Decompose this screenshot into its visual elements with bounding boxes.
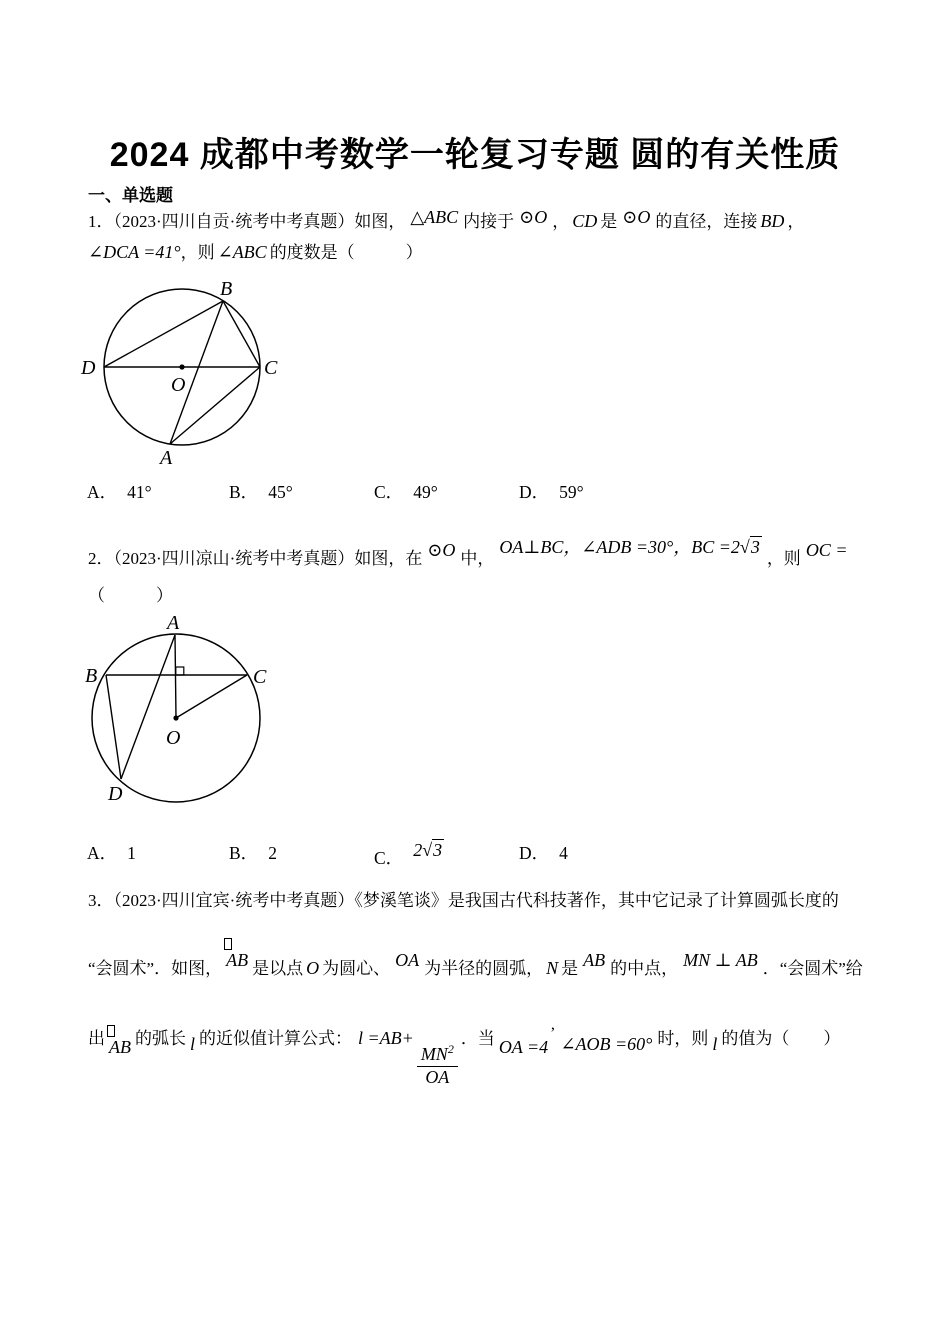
option-key: C． <box>374 482 404 502</box>
math-ab: AB <box>109 1037 131 1057</box>
math-triangle-abc: △ABC <box>410 207 459 227</box>
option-a <box>87 479 152 504</box>
math-ab: AB <box>226 950 249 970</box>
q3-text-line-1 <box>88 889 839 913</box>
right-angle-mark <box>176 667 184 675</box>
vertex-label-a: A <box>160 447 173 469</box>
q3-text-line-3 <box>88 1022 840 1087</box>
math-bd: BD <box>760 211 785 231</box>
vertex-label-b: B <box>220 281 233 300</box>
math-circle-o: ⊙O <box>427 540 456 560</box>
arc-ab <box>226 948 248 973</box>
question-text: 的直径，连接 <box>655 212 758 231</box>
math-mn-perp-ab: MN ⊥ AB <box>683 950 758 970</box>
q1-text-line-1 <box>88 205 804 234</box>
q1-diagram <box>80 281 330 481</box>
question-text: ．“会圆术”给 <box>762 959 863 978</box>
question-text: 的值为（ ） <box>721 1029 841 1048</box>
chord-bc <box>223 301 260 367</box>
vertex-label-a: A <box>167 612 180 634</box>
center-dot <box>173 715 178 720</box>
option-b <box>229 840 277 865</box>
question-text: 的近似值计算公式： <box>199 1029 353 1048</box>
math-cd: CD <box>572 211 598 231</box>
question-text: 是 <box>600 212 618 231</box>
q2-text-line-2 <box>88 584 173 608</box>
question-text: ， <box>787 212 805 231</box>
math-oa: OA <box>395 950 420 970</box>
vertex-label-c: C <box>264 357 278 379</box>
option-value: 41° <box>127 482 152 502</box>
vertex-label-d: D <box>108 783 123 805</box>
math-text: OA⊥BC，∠ADB =30°，BC =2 <box>499 537 740 557</box>
question-text: 1．（2023·四川自贡·统考中考真题）如图， <box>88 212 406 231</box>
question-text: 2．（2023·四川凉山·统考中考真题）如图，在 <box>88 549 423 568</box>
math-oa-equals-4: OA =4 <box>498 1037 549 1057</box>
question-text: ，则 <box>766 549 801 568</box>
math-angle-aob: ∠AOB =60° <box>560 1034 653 1054</box>
question-text: 的中点， <box>610 959 679 978</box>
vertex-label-c: C <box>253 666 267 688</box>
radicand: 3 <box>750 537 760 557</box>
center-dot <box>179 364 184 369</box>
option-a <box>87 840 136 865</box>
math-angle-dca: ∠DCA =41° <box>88 242 181 262</box>
math-conditions <box>499 537 761 557</box>
question-text: “会圆术”．如图， <box>88 959 223 978</box>
question-text: 的弧长 <box>135 1029 186 1048</box>
option-key: C． <box>374 848 404 868</box>
coefficient: 2 <box>413 840 423 860</box>
chord-db <box>104 301 223 367</box>
math-angle-abc: ∠ABC <box>217 242 267 262</box>
option-key: B． <box>229 843 259 863</box>
option-d <box>519 479 584 504</box>
option-value: 2 <box>268 843 277 863</box>
question-text: ，则 <box>180 243 215 262</box>
answer-blank-parens: （ ） <box>88 586 173 605</box>
math-l: l <box>190 1034 196 1054</box>
question-text: 是 <box>561 959 579 978</box>
option-value: 4 <box>559 843 568 863</box>
segment-oc <box>176 675 247 718</box>
option-value: 1 <box>127 843 136 863</box>
vertex-label-b: B <box>85 665 98 687</box>
q1-text-line-2 <box>88 240 423 265</box>
sqrt-sign: √ <box>739 537 750 557</box>
chord-ad <box>121 635 175 779</box>
question-text: 的度数是（ ） <box>269 243 423 262</box>
question-text: 内接于 <box>463 212 515 231</box>
option-key: A． <box>87 843 118 863</box>
q2-text-line-1 <box>88 535 852 571</box>
option-value: 59° <box>559 482 584 502</box>
chord-bd <box>106 675 121 779</box>
sqrt-sign: √ <box>422 840 433 860</box>
segment-ao <box>175 635 176 718</box>
math-o: O <box>306 958 320 978</box>
question-text: 是以点 <box>252 959 304 978</box>
math-circle-o: ⊙O <box>519 207 548 227</box>
question-text: ．当 <box>460 1029 495 1048</box>
center-label-o: O <box>171 374 186 396</box>
comma-mark: ’ <box>550 1025 556 1042</box>
option-value: 49° <box>413 482 438 502</box>
question-text: 出 <box>88 1029 105 1048</box>
option-c <box>374 479 438 504</box>
option-key: D． <box>519 843 550 863</box>
option-value-radical <box>413 839 444 860</box>
question-text: 为半径的圆弧， <box>424 959 544 978</box>
radicand: 3 <box>433 840 443 860</box>
arc-symbol-box <box>224 938 232 950</box>
option-value: 45° <box>268 482 293 502</box>
center-label-o: O <box>166 727 181 749</box>
math-oc: OC = <box>805 540 848 560</box>
fraction-numerator <box>417 1043 458 1067</box>
exponent: 2 <box>447 1042 454 1056</box>
q2-diagram <box>64 609 328 831</box>
option-key: D． <box>519 482 550 502</box>
option-b <box>229 479 293 504</box>
arc-symbol-box <box>107 1025 115 1037</box>
page-title: 2024 成都中考数学一轮复习专题 圆的有关性质 <box>109 136 841 174</box>
q3-text-line-2 <box>88 948 863 981</box>
arc-ab <box>109 1035 131 1060</box>
question-text: 3．（2023·四川宜宾·统考中考真题）《梦溪笔谈》是我国古代科技著作，其中它记录了计算圆弧长度的 <box>88 891 839 910</box>
math-l: l <box>712 1034 718 1054</box>
question-text: 时，则 <box>657 1029 709 1048</box>
math-ab: AB <box>583 950 606 970</box>
section-header: 一、单选题 <box>88 186 173 205</box>
formula-fraction <box>417 1043 458 1087</box>
formula-lead: l =AB+ <box>358 1028 414 1048</box>
vertex-label-d: D <box>81 357 96 379</box>
option-key: A． <box>87 482 118 502</box>
math-mn: MN <box>420 1044 448 1064</box>
option-key: B． <box>229 482 259 502</box>
question-text: 为圆心、 <box>322 959 391 978</box>
chord-ba <box>170 301 223 444</box>
option-d <box>519 840 568 865</box>
question-text: ， <box>552 212 570 231</box>
math-circle-o: ⊙O <box>622 207 651 227</box>
fraction-denominator: OA <box>425 1066 450 1087</box>
math-n: N <box>546 958 559 978</box>
option-c <box>374 840 444 870</box>
question-text: 中， <box>460 549 495 568</box>
